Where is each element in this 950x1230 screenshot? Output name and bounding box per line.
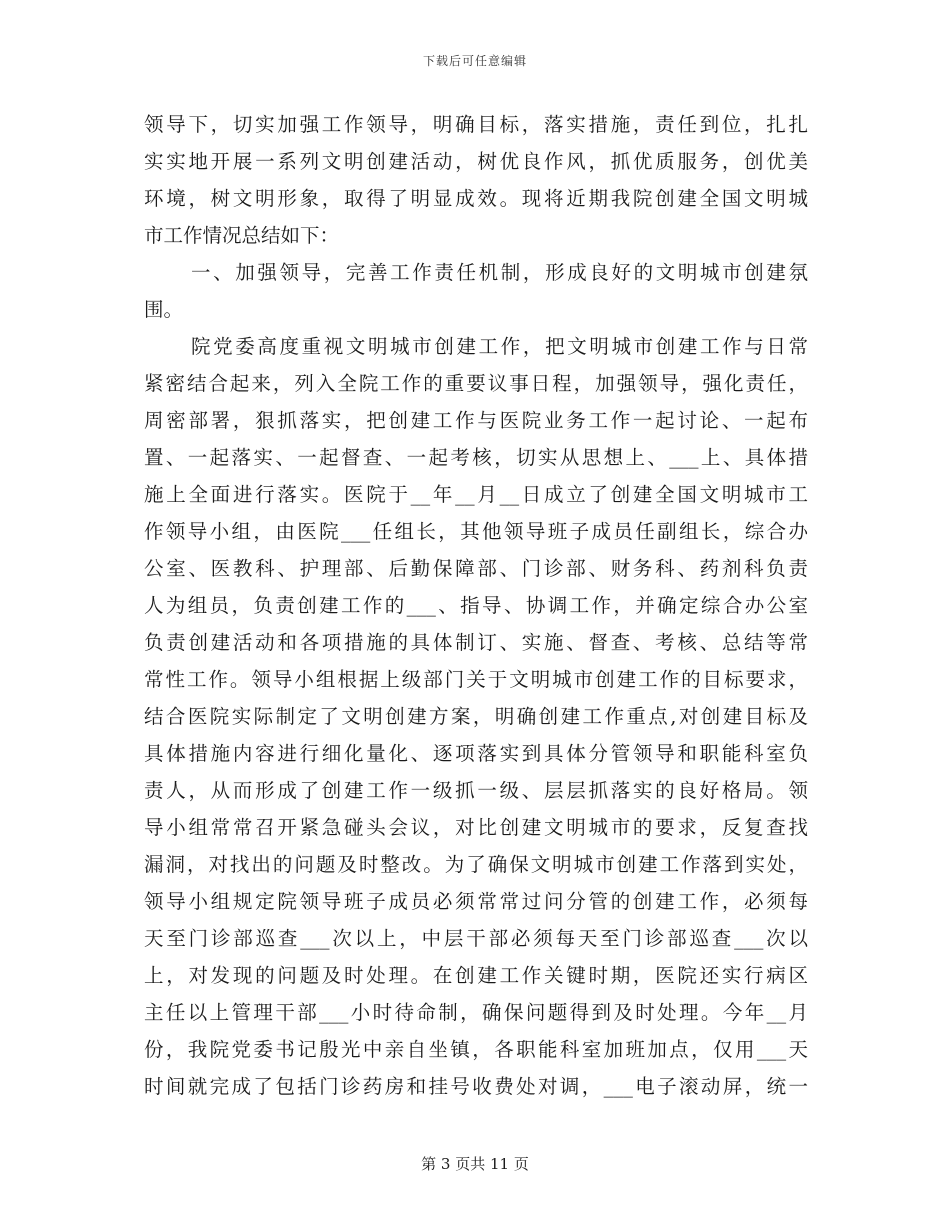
text-line: 人为组员，负责创建工作的___、指导、协调工作，并确定综合办公室 bbox=[144, 594, 808, 617]
text-line: 置、一起落实、一起督查、一起考核，切实从思想上、___上、具体措 bbox=[144, 446, 808, 469]
text-line: 实实地开展一系列文明创建活动，树优良作风，抓优质服务，创优美 bbox=[144, 150, 808, 173]
text-line: 公室、医教科、护理部、后勤保障部、门诊部、财务科、药剂科负责 bbox=[144, 557, 808, 580]
page-header: 下载后可任意编辑 bbox=[422, 54, 527, 68]
text-line: 责人，从而形成了创建工作一级抓一级、层层抓落实的良好格局。领 bbox=[144, 779, 808, 802]
text-line: 份，我院党委书记殷光中亲自坐镇，各职能科室加班加点，仅用___天 bbox=[144, 1038, 808, 1061]
page-number-footer: 第 3 页共 11 页 bbox=[421, 1155, 529, 1173]
text-line: 时间就完成了包括门诊药房和挂号收费处对调，___电子滚动屏，统一 bbox=[144, 1075, 808, 1098]
document-body bbox=[144, 106, 808, 1105]
text-line: 作领导小组，由医院___任组长，其他领导班子成员任副组长，综合办 bbox=[144, 520, 808, 543]
text-line: 院党委高度重视文明城市创建工作，把文明城市创建工作与日常 bbox=[191, 335, 808, 358]
text-line: 常性工作。领导小组根据上级部门关于文明城市创建工作的目标要求， bbox=[144, 668, 808, 691]
text-line: 紧密结合起来，列入全院工作的重要议事日程，加强领导，强化责任， bbox=[144, 372, 808, 395]
section-heading-line: 围。 bbox=[144, 298, 184, 321]
text-line: 施上全面进行落实。医院于__年__月__日成立了创建全国文明城市工 bbox=[144, 483, 808, 506]
text-line: 天至门诊部巡查___次以上，中层干部必须每天至门诊部巡查___次以 bbox=[144, 927, 808, 950]
text-line: 漏洞，对找出的问题及时整改。为了确保文明城市创建工作落到实处， bbox=[144, 853, 808, 876]
text-line: 负责创建活动和各项措施的具体制订、实施、督查、考核、总结等常 bbox=[144, 631, 808, 654]
text-line: 领导小组规定院领导班子成员必须常常过问分管的创建工作，必须每 bbox=[144, 890, 808, 913]
text-line: 上，对发现的问题及时处理。在创建工作关键时期，医院还实行病区 bbox=[144, 964, 808, 987]
text-line: 领导下，切实加强工作领导，明确目标，落实措施，责任到位，扎扎 bbox=[144, 113, 808, 136]
text-line: 周密部署，狠抓落实，把创建工作与医院业务工作一起讨论、一起布 bbox=[144, 409, 808, 432]
text-line: 市工作情况总结如下： bbox=[144, 224, 340, 247]
section-heading-line: 一、加强领导，完善工作责任机制，形成良好的文明城市创建氛 bbox=[191, 261, 808, 284]
text-line: 主任以上管理干部___小时待命制，确保问题得到及时处理。今年__月 bbox=[144, 1001, 808, 1024]
text-line: 导小组常常召开紧急碰头会议，对比创建文明城市的要求，反复查找 bbox=[144, 816, 808, 839]
text-line: 具体措施内容进行细化量化、逐项落实到具体分管领导和职能科室负 bbox=[144, 742, 808, 765]
text-line: 结合医院实际制定了文明创建方案，明确创建工作重点,对创建目标及 bbox=[144, 705, 808, 728]
text-line: 环境，树文明形象，取得了明显成效。现将近期我院创建全国文明城 bbox=[144, 187, 808, 210]
